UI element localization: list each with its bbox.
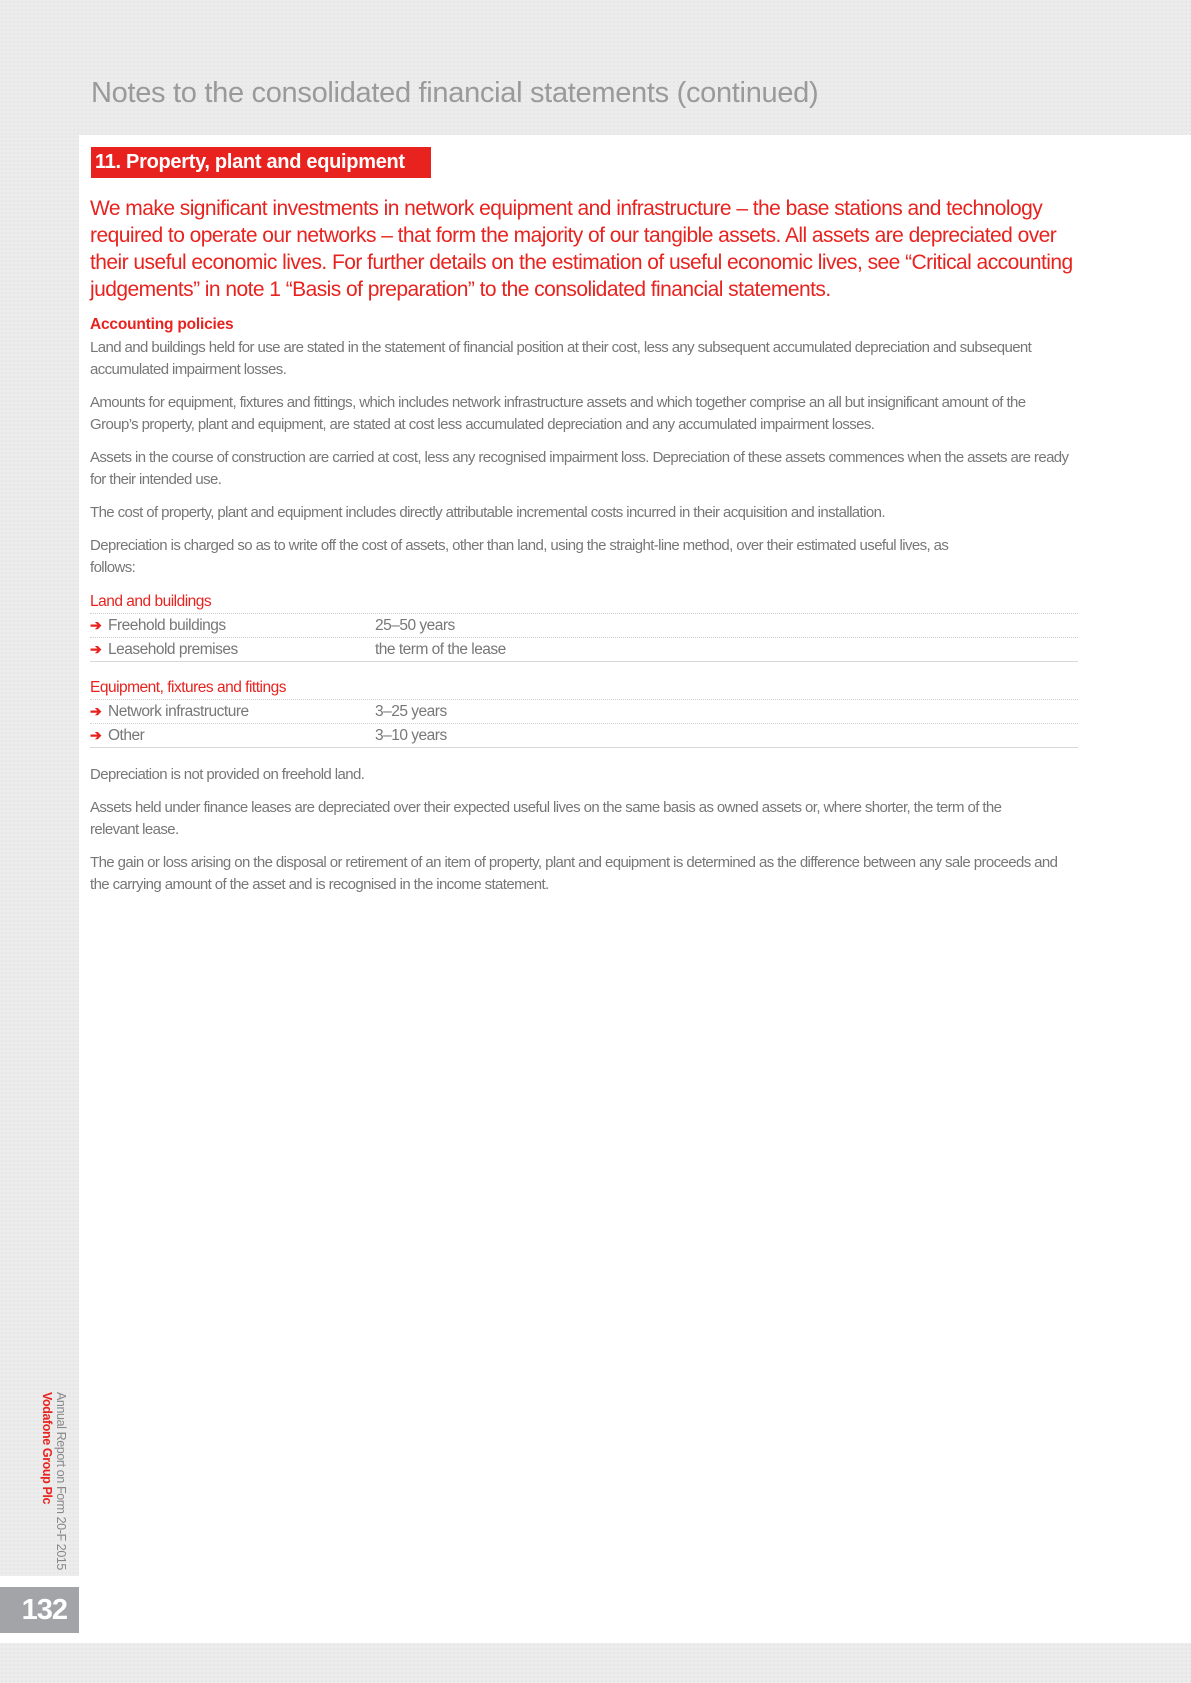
header-band [0,0,1191,135]
page-title: Notes to the consolidated financial statements (continued) [91,77,819,110]
policy-paragraph: Land and buildings held for use are stated in the statement of financial position at their cost, less any subsequent accumulated depreciation and subsequent accumulated impairment losses. [90,339,1032,378]
useful-life: the term of the lease [375,641,506,658]
depreciation-group-title: Land and buildings [90,590,1078,614]
arrow-right-icon: ➔ [90,727,102,743]
depreciation-group-land-buildings [90,590,1078,662]
useful-life: 3–25 years [375,703,447,720]
page-number: 132 [0,1587,79,1633]
depreciation-row [90,614,1078,638]
asset-label: Leasehold premises [108,641,238,658]
asset-label: Network infrastructure [108,703,249,720]
left-margin-strip [0,135,79,1576]
policy-paragraph: Amounts for equipment, fixtures and fittings, which includes network infrastructure assets and which together comprise an all but insignificant amount of the Group’s property, plant and equipment, are stated at cost less accumulated depreciation and any accumulated impairment losses. [90,394,1026,433]
policy-paragraph: Depreciation is not provided on freehold land. [90,766,365,783]
arrow-right-icon: ➔ [90,641,102,657]
section-intro: We make significant investments in network equipment and infrastructure – the base stations and technology required to operate our networks – that form the majority of our tangible assets. All assets are depreciated over their useful economic lives. For further details on the estimation of useful economic lives, see “Critical accounting judgements” in note 1 “Basis of preparation” to the consolidated financial statements. [90,197,1073,301]
policy-paragraph: Assets held under finance leases are depreciated over their expected useful lives on the same basis as owned assets or, where shorter, the term of the relevant lease. [90,799,1002,838]
policy-paragraph: The cost of property, plant and equipment includes directly attributable incremental costs incurred in their acquisition and installation. [90,504,885,521]
depreciation-row [90,700,1078,724]
useful-life: 25–50 years [375,617,455,634]
asset-label: Freehold buildings [108,617,226,634]
company-name: Vodafone Group Plc [40,1392,54,1505]
policy-paragraph: The gain or loss arising on the disposal or retirement of an item of property, plant and equipment is determined as the difference between any sale proceeds and the carrying amount of the asset and is recognised in the income statement. [90,854,1058,893]
useful-life: 3–10 years [375,727,447,744]
policy-paragraph: Assets in the course of construction are carried at cost, less any recognised impairment loss. Depreciation of these assets commences when the assets are ready for their intended use. [90,449,1069,488]
report-name: Annual Report on Form 20-F 2015 [54,1392,68,1570]
depreciation-row [90,724,1078,748]
section-heading: 11. Property, plant and equipment [91,147,431,178]
depreciation-row [90,638,1078,662]
accounting-policies [90,315,1080,907]
accounting-policies-heading: Accounting policies [90,316,234,333]
footer-band [0,1643,1191,1683]
depreciation-group-equipment [90,676,1078,748]
arrow-right-icon: ➔ [90,703,102,719]
report-identifier [38,1392,68,1570]
asset-label: Other [108,727,145,744]
arrow-right-icon: ➔ [90,617,102,633]
policy-paragraph: Depreciation is charged so as to write off the cost of assets, other than land, using the straight-line method, over their estimated useful lives, as follows: [90,537,949,576]
depreciation-group-title: Equipment, fixtures and fittings [90,676,1078,700]
